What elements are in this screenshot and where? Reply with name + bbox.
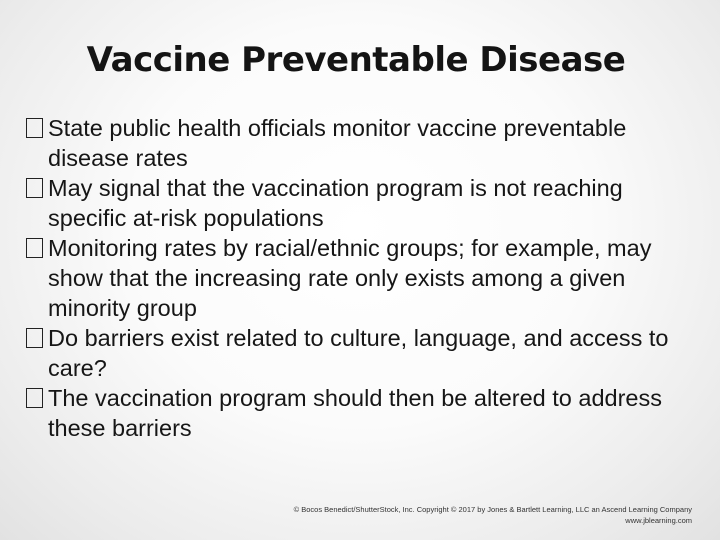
- missing-glyph-box-icon: [26, 178, 43, 198]
- bullet-item: [26, 173, 696, 233]
- missing-glyph-box-icon: [26, 328, 43, 348]
- bullet-item: [26, 233, 696, 323]
- bullet-text: State public health officials monitor vaccine preventable disease rates: [48, 115, 627, 171]
- bullet-text: Monitoring rates by racial/ethnic groups; for example, may show that the increasing rate only exists among a given minority group: [48, 235, 652, 321]
- publisher-url: www.jblearning.com: [625, 516, 692, 525]
- copyright-text: © Bocos Benedict/ShutterStock, Inc. Copyright © 2017 by Jones & Bartlett Learning, LLC an Ascend Learning Company: [293, 505, 692, 514]
- bullet-item: [26, 113, 696, 173]
- bullet-text: May signal that the vaccination program is not reaching specific at-risk populations: [48, 175, 623, 231]
- bullet-item: [26, 383, 696, 443]
- bullet-text: The vaccination program should then be altered to address these barriers: [48, 385, 662, 441]
- missing-glyph-box-icon: [26, 388, 43, 408]
- missing-glyph-box-icon: [26, 118, 43, 138]
- bullet-list: [26, 113, 696, 443]
- bullet-text: Do barriers exist related to culture, language, and access to care?: [48, 325, 669, 381]
- bullet-item: [26, 323, 696, 383]
- slide-title: Vaccine Preventable Disease: [86, 40, 626, 80]
- copyright-footer: [294, 504, 692, 526]
- missing-glyph-box-icon: [26, 238, 43, 258]
